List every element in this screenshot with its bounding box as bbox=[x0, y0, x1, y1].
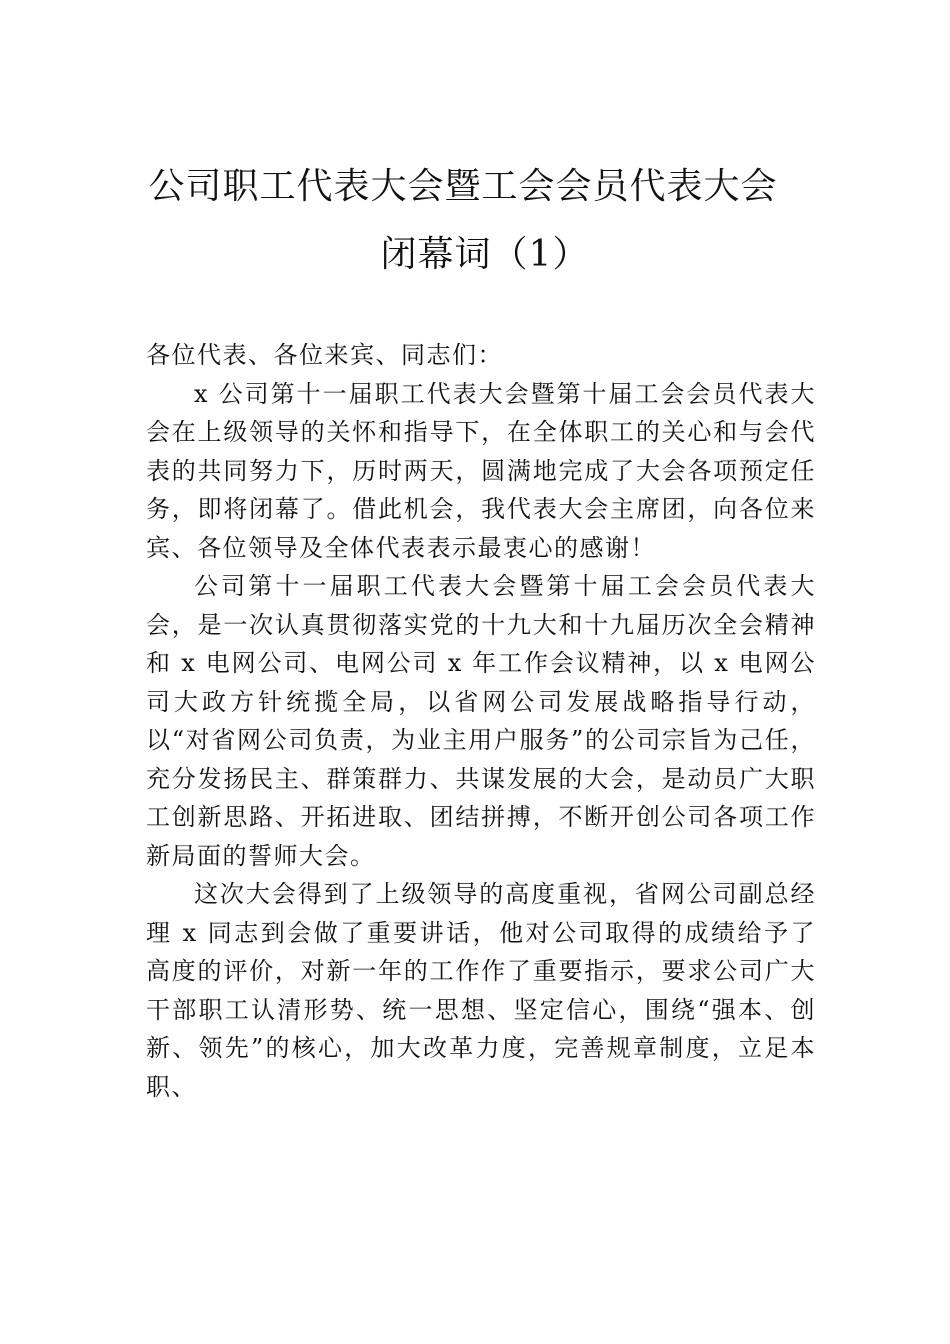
paragraph-1: x 公司第十一届职工代表大会暨第十届工会会员代表大会在上级领导的关怀和指导下，在全体职工的关心和与会代表的共同努力下，历时两天，圆满地完成了大会各项预定任务，即将闭幕了。借此机会，我代表大会主席团，向各位来宾、各位领导及全体代表表示最衷心的感谢！ bbox=[146, 379, 816, 562]
greeting: 各位代表、各位来宾、同志们： bbox=[146, 341, 503, 369]
title-line-1: 公司职工代表大会暨工会会员代表大会 bbox=[148, 166, 778, 207]
document-body bbox=[146, 336, 816, 1106]
paragraph-2: 公司第十一届职工代表大会暨第十届工会会员代表大会，是一次认真贯彻落实党的十九大和十九届历次全会精神和 x 电网公司、电网公司 x 年工作会议精神，以 x 电网公司大政方针统揽全局，以省网公司发展战略指导行动，以“对省网公司负责，为业主用户服务”的公司宗旨为己任，充分发扬民主、群策群力、共谋发展的大会，是动员广大职工创新思路、开拓进取、团结拼搏，不断开创公司各项工作新局面的誓师大会。 bbox=[146, 572, 816, 870]
paragraph-3: 这次大会得到了上级领导的高度重视，省网公司副总经理 x 同志到会做了重要讲话，他对公司取得的成绩给予了高度的评价，对新一年的工作作了重要指示，要求公司广大干部职工认清形势、统一思想、坚定信心，围绕“强本、创新、领先”的核心，加大改革力度，完善规章制度，立足本职、 bbox=[146, 880, 816, 1101]
title-line-2: 闭幕词（1） bbox=[380, 234, 590, 275]
